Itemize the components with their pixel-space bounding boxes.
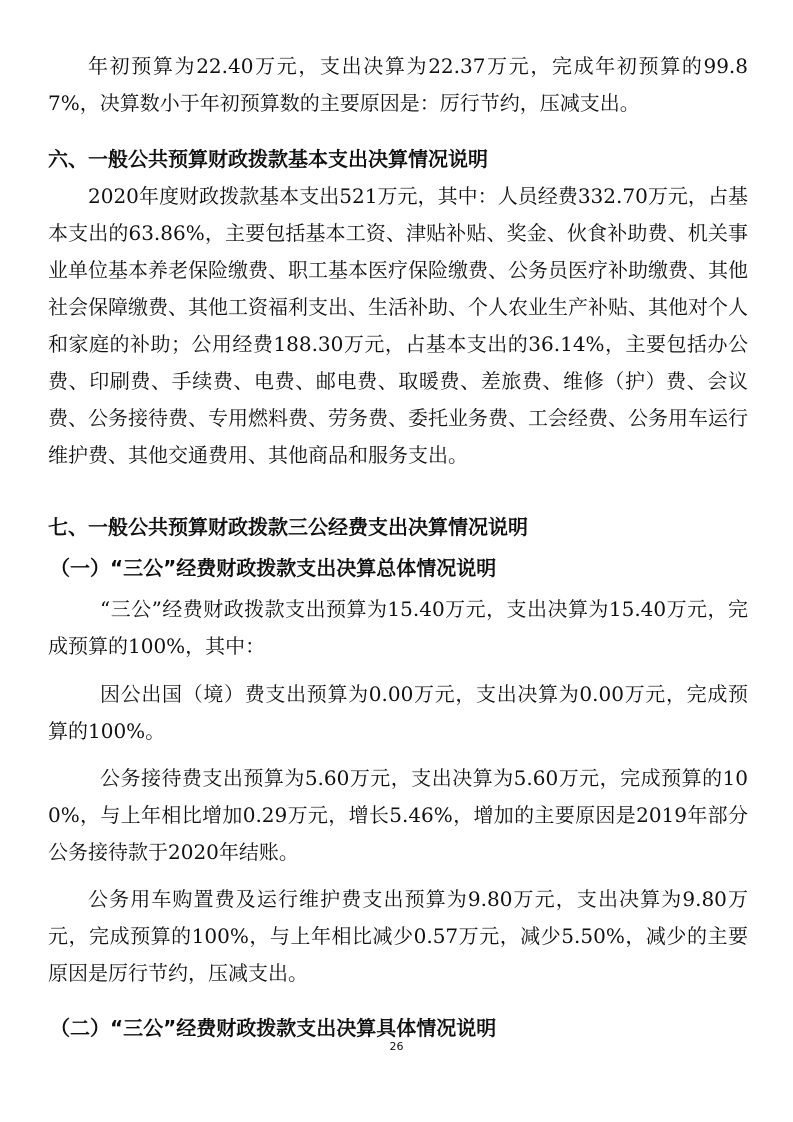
subsection-2-heading: （二）“三公”经费财政拨款支出决算具体情况说明 [50,1016,497,1040]
page-number: 26 [389,1040,404,1053]
overseas-travel-paragraph: 因公出国（境）费支出预算为0.00万元，支出决算为0.00万元，完成预算的100%。 [48,682,748,743]
official-vehicle-paragraph: 公务用车购置费及运行维护费支出预算为9.80万元，支出决算为9.80万元，完成预算的100%，与上年相比减少0.57万元，减少5.50%，减少的主要原因是厉行节约，压减支出。 [48,887,748,985]
subsection-1-heading: （一）“三公”经费财政拨款支出决算总体情况说明 [50,556,497,580]
basic-expenditure-paragraph: 2020年度财政拨款基本支出521万元，其中：人员经费332.70万元，占基本支出的63.86%，主要包括基本工资、津贴补贴、奖金、伙食补助费、机关事业单位基本养老保险缴费、职工基本医疗保险缴费、公务员医疗补助缴费、其他社会保障缴费、其他工资福利支出、生活补助、个人农业生产补贴、其他对个人和家庭的补助；公用经费188.30万元，占基本支出的36.14%，主要包括办公费、印刷费、手续费、电费、邮电费、取暖费、差旅费、维修（护）费、会议费、公务接待费、专用燃料费、劳务费、委托业务费、工会经费、公务用车运行维护费、其他交通费用、其他商品和服务支出。 [48,184,748,467]
section-6-heading: 六、一般公共预算财政拨款基本支出决算情况说明 [48,147,488,171]
budget-execution-paragraph: 年初预算为22.40万元，支出决算为22.37万元，完成年初预算的99.87%，决算数小于年初预算数的主要原因是：厉行节约，压减支出。 [48,54,748,115]
three-public-total-paragraph: “三公”经费财政拨款支出预算为15.40万元，支出决算为15.40万元，完成预算的100%，其中： [48,597,748,658]
official-reception-paragraph: 公务接待费支出预算为5.60万元，支出决算为5.60万元，完成预算的100%，与上年相比增加0.29万元，增长5.46%，增加的主要原因是2019年部分公务接待款于2020年结账。 [48,766,748,864]
section-7-heading: 七、一般公共预算财政拨款三公经费支出决算情况说明 [48,515,528,539]
